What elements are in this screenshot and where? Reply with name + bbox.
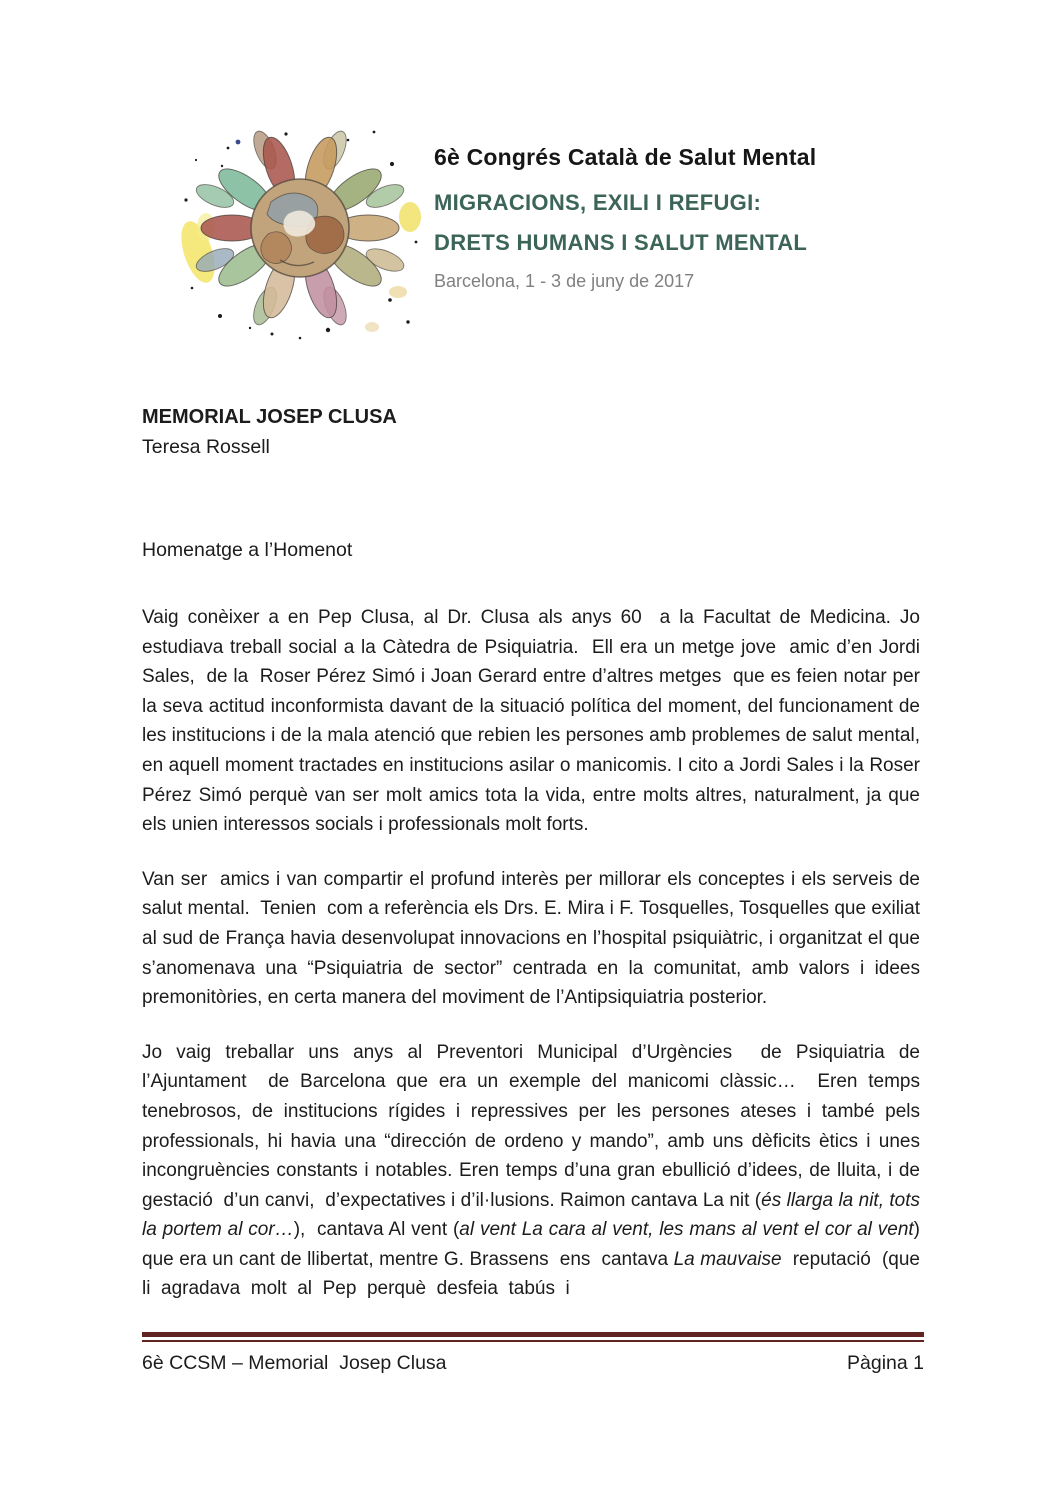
congress-subtitle-line1: MIGRACIONS, EXILI I REFUGI: [434, 190, 762, 215]
memorial-title: MEMORIAL JOSEP CLUSA [142, 406, 397, 428]
author-name: Teresa Rossell [142, 436, 270, 458]
paragraph-1 [142, 603, 926, 840]
text-segment: Jo vaig treballar uns anys al Preventori Municipal d’Urgències de Psiquiatria de l’Ajuntament de Barcelona que era un exemple del manicomi clàssic… Eren temps tenebrosos, de institucions rígides i repressives per les persones ateses i també pels professionals, hi havia una “dirección de ordeno y mando”, amb uns dèficits ètics i unes incongruències constants i notables. Eren temps d’una gran ebullició d’idees, de lluita, i de gestació d’un canvi, d’expectatives i d’il·lusions. Raimon cantava La nit ( [142, 1041, 926, 1211]
text-segment: Vaig conèixer a en Pep Clusa, al Dr. Clusa als anys 60 a la Facultat de Medicina. Jo estudiava treball social a la Càtedra de Psiquiatria. Ell era un metge jove amic d’en Jordi Sales, de la Roser Pérez Simó i Joan Gerard entre d’altres metges que es feien notar per la seva actitud inconformista davant de la situació política del moment, del funcionament de les institucions i de la mala atenció que rebien les persones amb problemes de salut mental, en aquell moment tractades en institucions asilar o manicomis. I cito a Jordi Sales i la Roser Pérez Simó perquè van ser molt amics tota la vida, entre molts altres, naturalment, ja que els unien interessos socials i professionals molt forts. [142, 607, 926, 836]
section-heading: Homenatge a l’Homenot [142, 539, 353, 561]
footer-page-number: Pàgina 1 [847, 1352, 924, 1374]
congress-header [176, 122, 816, 342]
congress-title: 6è Congrés Català de Salut Mental [434, 144, 817, 170]
congress-logo [176, 122, 424, 342]
text-segment: Van ser amics i van compartir el profund interès per millorar els conceptes i els serveis de salut mental. Tenien com a referència els Drs. E. Mira i F. Tosquelles, Tosquelles que exiliat al sud de França havia desenvolupat innovacions en l’hospital psiquiàtric, i organitzat el que s’anomenava una “Psiquiatria de sector” centrada en la comunitat, amb valors i idees premonitòries, en certa manera del moviment de l’Antipsiquiatria posterior. [142, 868, 926, 1009]
text-segment: reputació (que li agradava molt al Pep perquè desfeia tabús i [142, 1248, 931, 1300]
footer-divider [142, 1332, 924, 1342]
page-footer [142, 1348, 924, 1378]
paragraph-2 [142, 865, 926, 1013]
italic-text-segment: La mauvaise [673, 1248, 782, 1270]
paragraph-3 [142, 1038, 931, 1304]
text-segment: ) que era un cant de llibertat, mentre G. Brassens ens cantava [142, 1219, 926, 1270]
watercolor-people-globe-icon [176, 122, 424, 342]
congress-date: Barcelona, 1 - 3 de juny de 2017 [434, 271, 695, 291]
text-segment: ), cantava Al vent ( [293, 1219, 460, 1241]
congress-header-text [424, 122, 816, 292]
congress-subtitle-line2: DRETS HUMANS I SALUT MENTAL [434, 230, 808, 255]
footer-document-label: 6è CCSM – Memorial Josep Clusa [142, 1352, 447, 1374]
document-body [142, 402, 931, 1304]
italic-text-segment: és llarga la nit, tots la portem al cor… [142, 1189, 926, 1241]
italic-text-segment: al vent La cara al vent, les mans al vent el cor al vent [459, 1219, 914, 1241]
globe [251, 179, 349, 277]
